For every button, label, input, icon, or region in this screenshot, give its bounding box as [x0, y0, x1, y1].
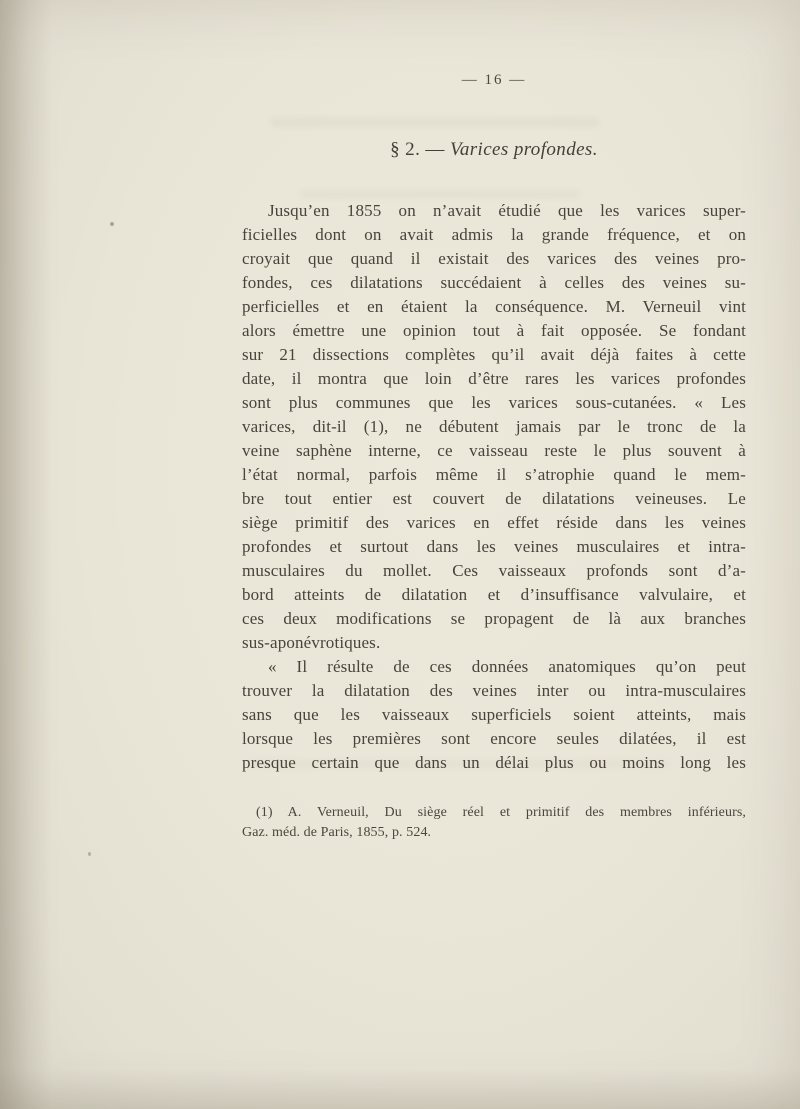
page-number: — 16 —: [461, 72, 527, 88]
section-heading-title: Varices profondes.: [449, 139, 598, 160]
text-line: veine saphène interne, ce vaisseau reste le plus souvent à: [242, 441, 746, 460]
section-heading: [242, 139, 746, 161]
text-line: date, il montra que loin d’être rares les varices profondes: [242, 369, 746, 388]
text-line: fondes, ces dilatations succédaient à celles des veines su-: [242, 273, 746, 292]
text-line: trouver la dilatation des veines inter ou intra-musculaires: [242, 681, 746, 700]
text-line: varices, dit-il (1), ne débutent jamais par le tronc de la: [242, 417, 746, 436]
section-heading-number: § 2. —: [390, 139, 450, 160]
text-line: « Il résulte de ces données anatomiques qu’on peut: [268, 657, 746, 676]
page-bottom-shadow: [0, 1069, 800, 1109]
text-line: siège primitif des varices en effet réside dans les veines: [242, 513, 746, 532]
text-line: croyait que quand il existait des varices des veines pro-: [242, 249, 746, 268]
text-line: l’état normal, parfois même il s’atrophie quand le mem-: [242, 465, 746, 484]
text-line: sus-aponévrotiques.: [242, 633, 381, 652]
text-line: sont plus communes que les varices sous-cutanées. « Les: [242, 393, 746, 412]
page-content: [242, 72, 746, 843]
text-line: lorsque les premières sont encore seules dilatées, il est: [242, 729, 746, 748]
text-line: sur 21 dissections complètes qu’il avait déjà faites à cette: [242, 345, 746, 364]
text-line: profondes et surtout dans les veines musculaires et intra-: [242, 537, 746, 556]
text-line: presque certain que dans un délai plus ou moins long les: [242, 753, 746, 772]
text-line: sans que les vaisseaux superficiels soient atteints, mais: [242, 705, 746, 724]
text-line: Gaz. méd. de Paris, 1855, p. 524.: [242, 825, 432, 840]
text-line: ces deux modifications se propagent de là aux branches: [242, 609, 746, 628]
page-edge-shadow: [0, 0, 52, 1109]
text-line: musculaires du mollet. Ces vaisseaux profonds sont d’a-: [242, 561, 746, 580]
body-paragraph-2: [242, 655, 746, 775]
text-line: bord atteints de dilatation et d’insuffisance valvulaire, et: [242, 585, 746, 604]
text-line: ficielles dont on avait admis la grande fréquence, et on: [242, 225, 746, 244]
text-line: Jusqu’en 1855 on n’avait étudié que les varices super-: [268, 201, 746, 220]
text-line: bre tout entier est couvert de dilatations veineuses. Le: [242, 489, 746, 508]
body-paragraph-1: [242, 199, 746, 655]
ink-speck: [110, 222, 114, 226]
ink-speck: [88, 852, 91, 856]
footnote: [242, 803, 746, 843]
text-line: alors émettre une opinion tout à fait opposée. Se fondant: [242, 321, 746, 340]
text-line: (1) A. Verneuil, Du siège réel et primitif des membres inférieurs,: [256, 805, 746, 820]
text-line: perficielles et en étaient la conséquence. M. Verneuil vint: [242, 297, 746, 316]
